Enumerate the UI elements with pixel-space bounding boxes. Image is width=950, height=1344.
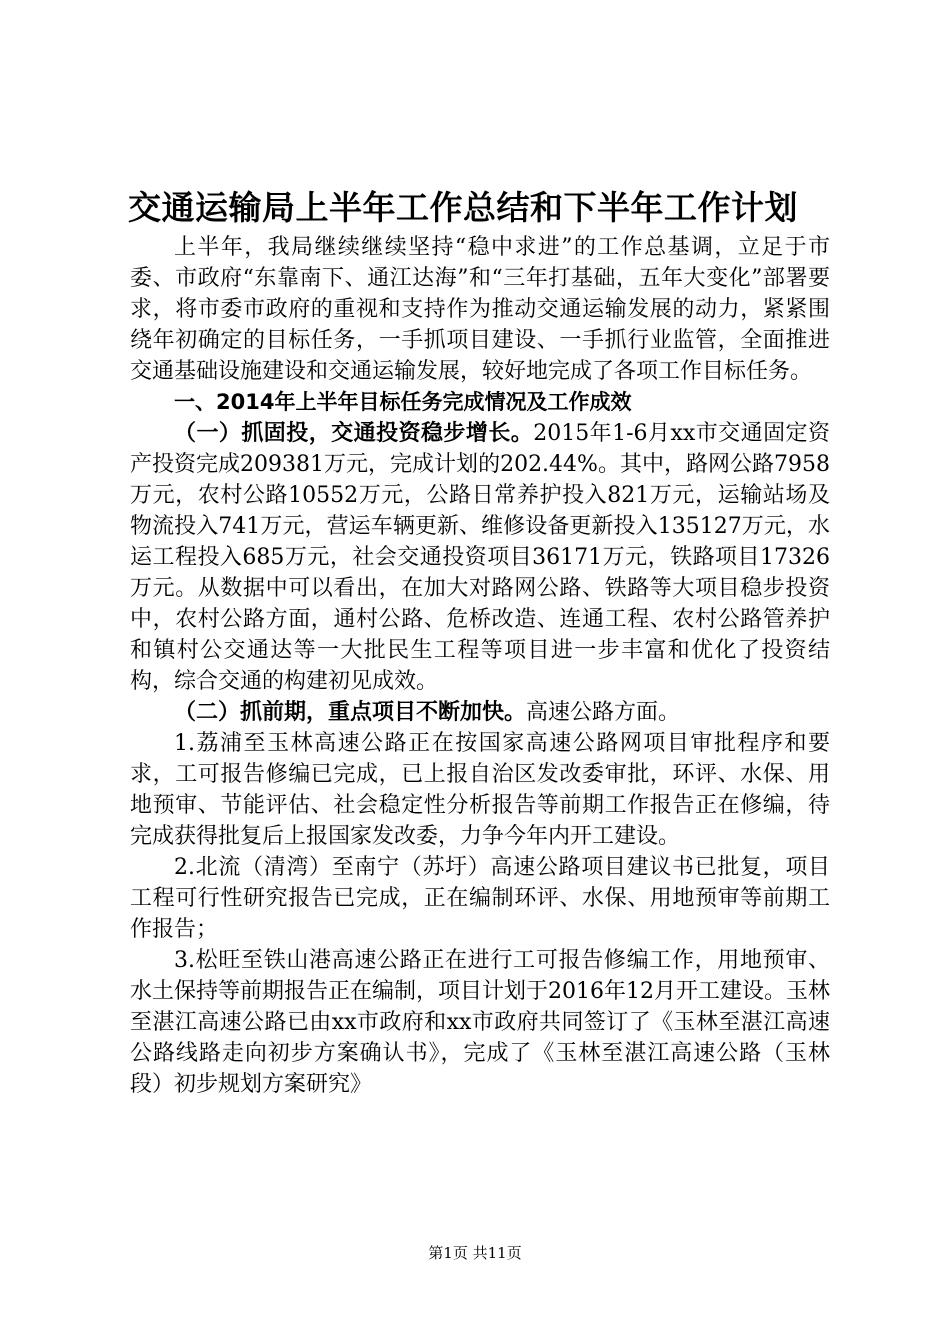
subsection-1-paragraph xyxy=(130,418,830,697)
document-body xyxy=(130,232,830,1100)
subsection-1-text: 2015年1-6月xx市交通固定资产投资完成209381万元，完成计划的202.44%。其中，路网公路7958万元，农村公路10552万元，公路日常养护投入821万元，运输站场及物流投入741万元，营运车辆更新、维修设备更新投入135127万元，水运工程投入685万元，社会交通投资项目36171万元，铁路项目17326万元。从数据中可以看出，在加大对路网公路、铁路等大项目稳步投资中，农村公路方面，通村公路、危桥改造、连通工程、农村公路管养护和镇村公交通达等一大批民生工程等项目进一步丰富和优化了投资结构，综合交通的构建初见成效。 xyxy=(130,421,830,694)
subsection-2-text: 高速公路方面。 xyxy=(526,700,681,725)
list-item-2: 2.北流（清湾）至南宁（苏圩）高速公路项目建议书已批复，项目工程可行性研究报告已完成，正在编制环评、水保、用地预审等前期工作报告； xyxy=(130,855,830,942)
document-title: 交通运输局上半年工作总结和下半年工作计划 xyxy=(128,188,798,227)
section-heading: 一、2014年上半年目标任务完成情况及工作成效 xyxy=(174,390,632,414)
page-number: 第1页 共11页 xyxy=(428,1244,522,1262)
list-item-3: 3.松旺至铁山港高速公路正在进行工可报告修编工作，用地预审、水土保持等前期报告正在编制，项目计划于2016年12月开工建设。玉林至湛江高速公路已由xx市政府和xx市政府共同签订了《玉林至湛江高速公路线路走向初步方案确认书》，完成了《玉林至湛江高速公路（玉林段）初步规划方案研究》 xyxy=(130,948,830,1097)
intro-paragraph: 上半年，我局继续继续坚持“稳中求进”的工作总基调，立足于市委、市政府“东靠南下、通江达海”和“三年打基础，五年大变化”部署要求，将市委市政府的重视和支持作为推动交通运输发展的动力，紧紧围绕年初确定的目标任务，一手抓项目建设、一手抓行业监管，全面推进交通基础设施建设和交通运输发展，较好地完成了各项工作目标任务。 xyxy=(130,235,830,384)
list-item-1: 1.荔浦至玉林高速公路正在按国家高速公路网项目审批程序和要求，工可报告修编已完成，已上报自治区发改委审批，环评、水保、用地预审、节能评估、社会稳定性分析报告等前期工作报告正在修编，待完成获得批复后上报国家发改委，力争今年内开工建设。 xyxy=(130,731,830,849)
subsection-2-paragraph xyxy=(130,697,830,728)
subsection-1-lead: （一）抓固投，交通投资稳步增长。 xyxy=(174,421,534,446)
subsection-2-lead: （二）抓前期，重点项目不断加快。 xyxy=(174,700,527,725)
